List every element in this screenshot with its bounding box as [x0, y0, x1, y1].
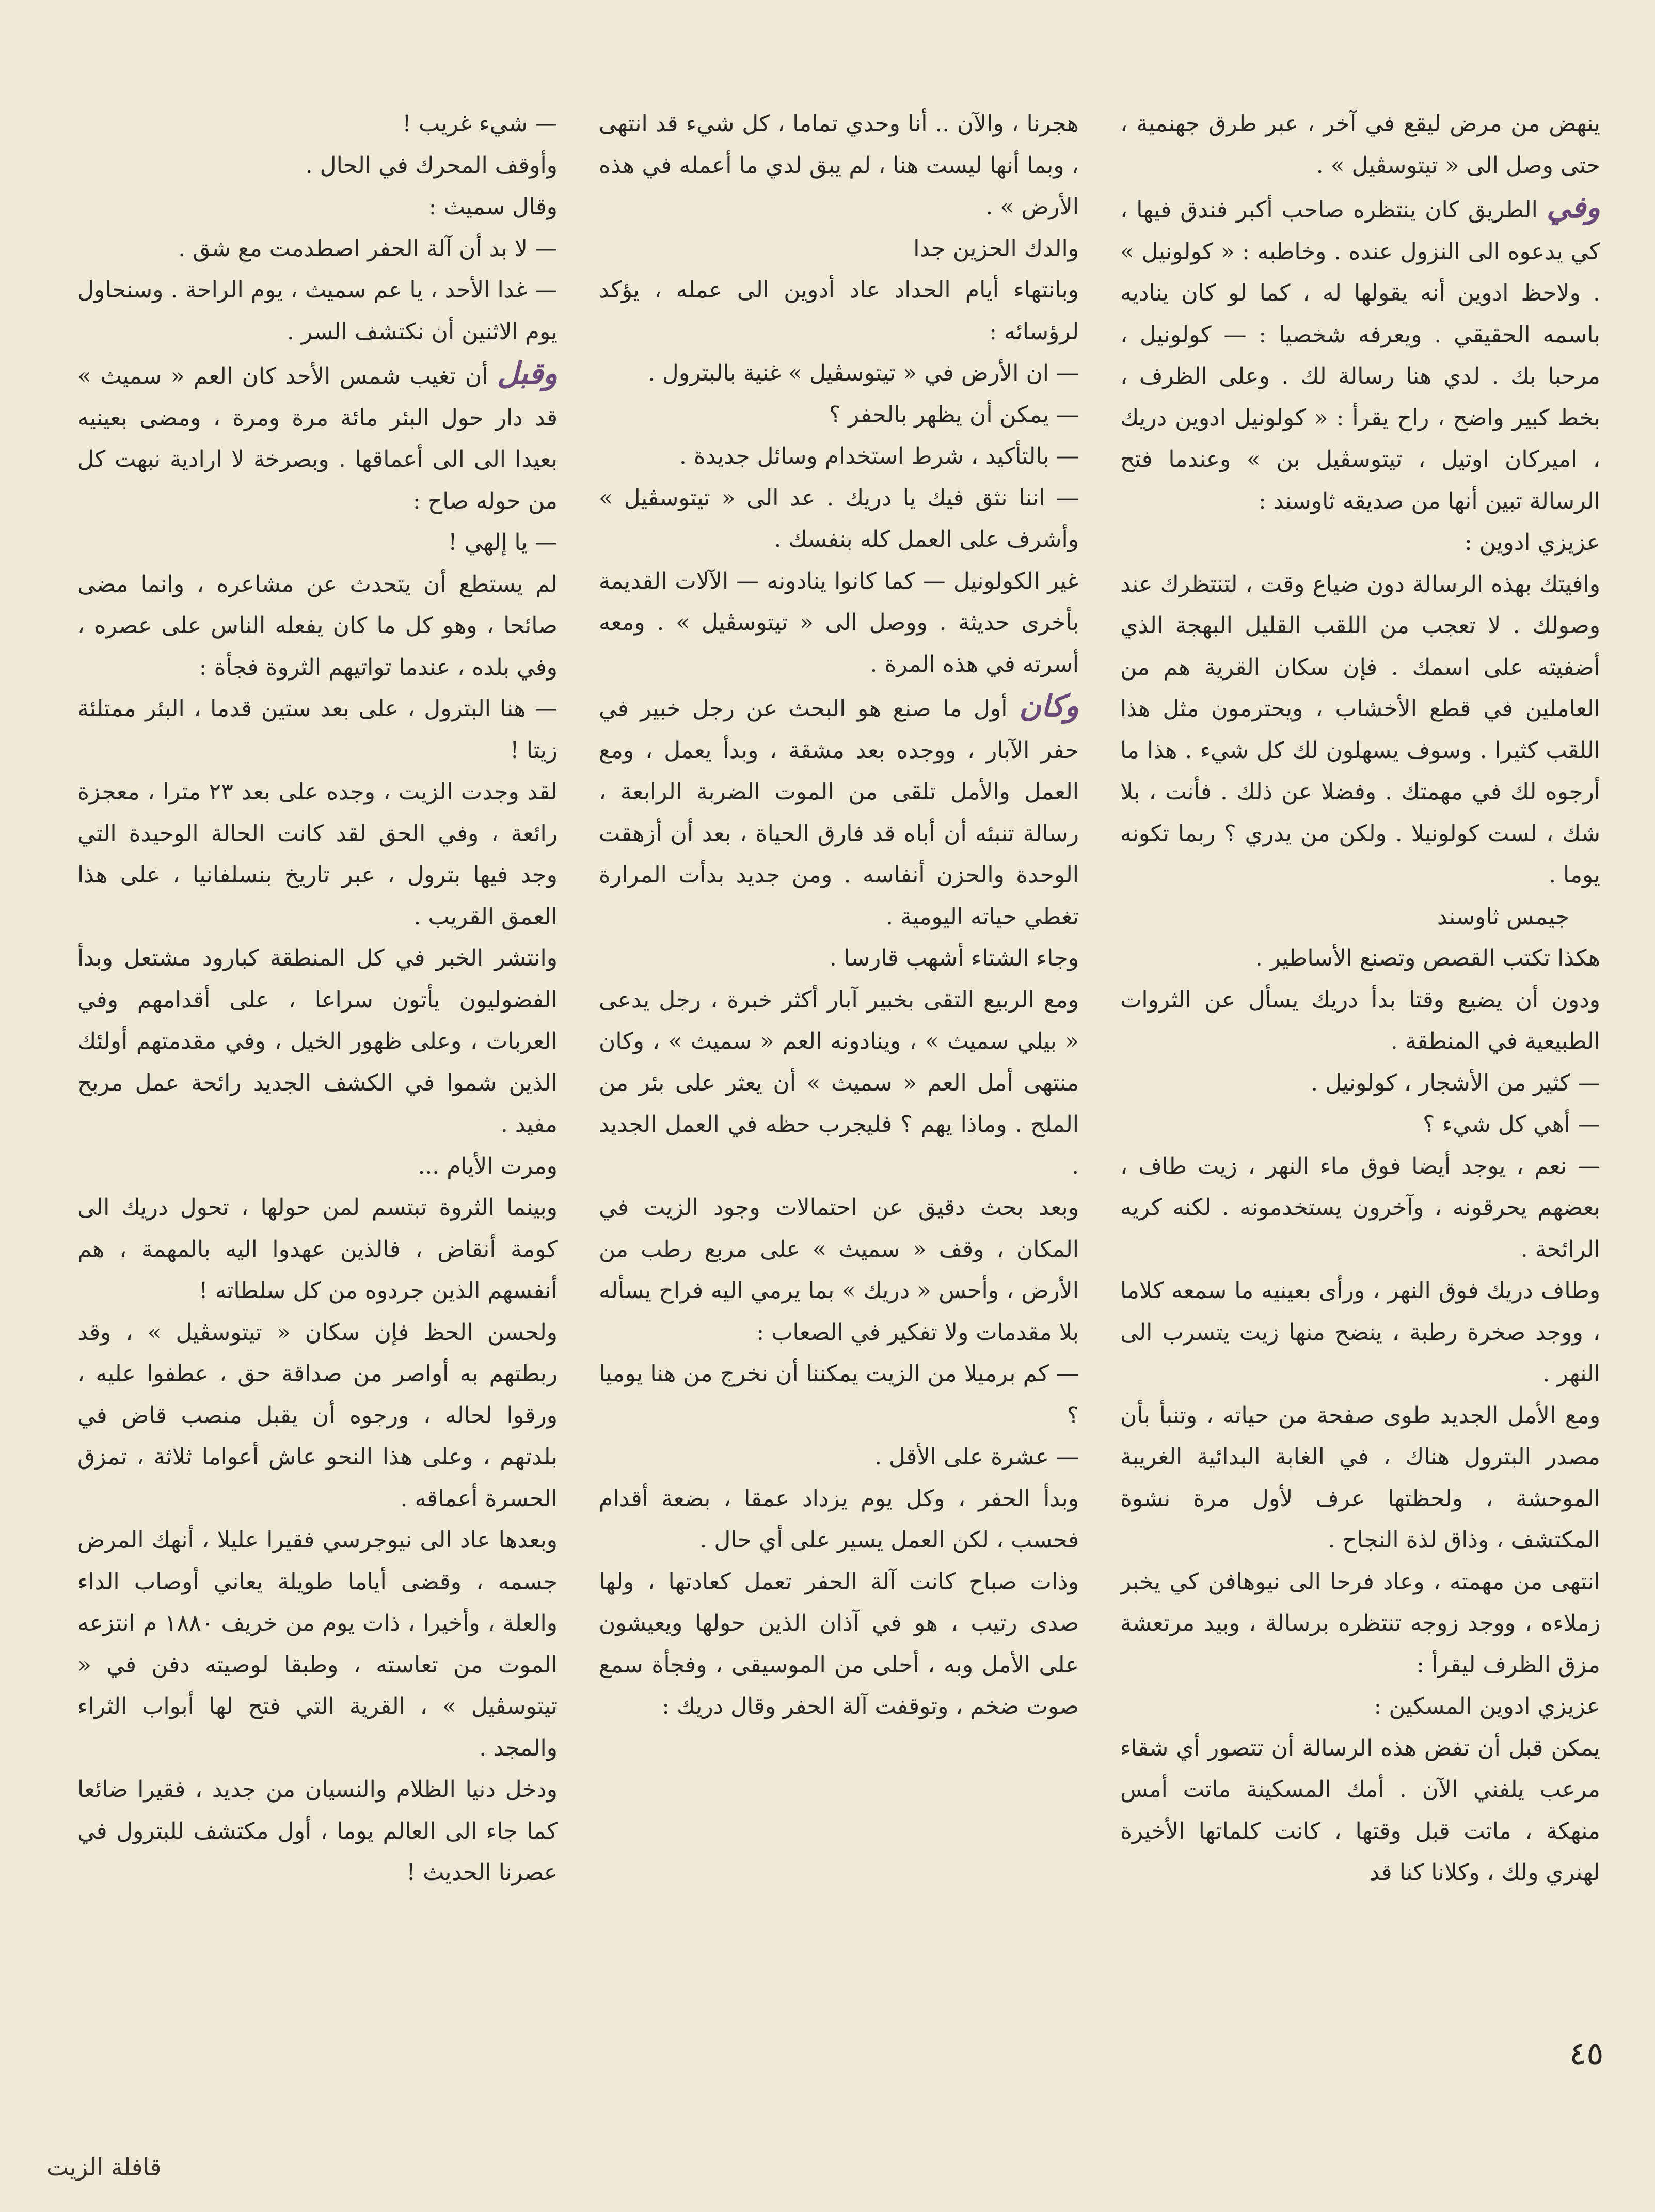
paragraph-text: غير الكولونيل — كما كانوا ينادونه — الآلات القديمة بأخرى حديثة . ووصل الى « تيتوسڤيل » . ومعه أسرته في هذه المرة . [599, 567, 1079, 677]
paragraph-text: وانتشر الخبر في كل المنطقة كبارود مشتعل وبدأ الفضوليون يأتون سراعا ، على أقدامهم وفي العربات ، وعلى ظهور الخيل ، وفي مقدمتهم أولئك الذين شموا في الكشف الجديد رائحة عمل مربح مفيد . [77, 945, 558, 1137]
magazine-title-footer: قافلة الزيت [46, 2153, 162, 2181]
article-paragraph [1120, 938, 1600, 979]
article-paragraph [1120, 1104, 1600, 1146]
paragraph-text: — بالتأكيد ، شرط استخدام وسائل جديدة . [679, 443, 1079, 469]
paragraph-text: والدك الحزين جدا [913, 235, 1079, 262]
paragraph-lead-word: وكان [1019, 688, 1079, 723]
article-paragraph [599, 979, 1079, 1188]
paragraph-text: عزيزي ادوين المسكين : [1374, 1693, 1600, 1719]
paragraph-text: ومع الأمل الجديد طوى صفحة من حياته ، وتنبأ بأن مصدر البترول هناك ، في الغابة البدائية الغريبة الموحشة ، ولحظتها عرف لأول مرة نشوة المكتشف ، وذاق لذة النجاح . [1120, 1402, 1600, 1553]
paragraph-text: — شيء غريب ! [402, 110, 558, 137]
paragraph-lead-word: وفي [1546, 189, 1600, 225]
paragraph-text: وجاء الشتاء أشهب قارسا . [829, 945, 1079, 971]
paragraph-text: وبدأ الحفر ، وكل يوم يزداد عمقا ، بضعة أقدام فحسب ، لكن العمل يسير على أي حال . [599, 1485, 1079, 1553]
article-paragraph [77, 1146, 558, 1188]
paragraph-text: — عشرة على الأقل . [874, 1444, 1079, 1470]
paragraph-text: — نعم ، يوجد أيضا فوق ماء النهر ، زيت طاف ، بعضهم يحرقونه ، وآخرون يستخدمونه . لكنه كريه الرائحة . [1120, 1152, 1600, 1262]
article-paragraph [599, 1436, 1079, 1478]
paragraph-text: — يمكن أن يظهر بالحفر ؟ [829, 401, 1079, 428]
paragraph-text: ومرت الأيام ... [418, 1152, 558, 1179]
paragraph-text: وبعدها عاد الى نيوجرسي فقيرا عليلا ، أنهك المرض جسمه ، وقضى أياما طويلة يعاني أوصاب الداء والعلة ، وأخيرا ، ذات يوم من خريف ١٨٨٠ م انتزعه الموت من تعاسته ، وطبقا لوصيته دفن في « تيتوسڤيل » ، القرية التي فتح لها أبواب الثراء والمجد . [77, 1527, 558, 1761]
article-paragraph [77, 522, 558, 564]
paragraph-text: وبينما الثروة تبتسم لمن حولها ، تحول دريك الى كومة أنقاض ، فالذين عهدوا اليه بالمهمة ، هم أنفسهم الذين جردوه من كل سلطاته ! [77, 1194, 558, 1304]
paragraph-text: انتهى من مهمته ، وعاد فرحا الى نيوهافن كي يخبر زملاءه ، ووجد زوجه تنتظره برسالة ، وبيد مرتعشة مزق الظرف ليقرأ : [1120, 1568, 1600, 1678]
paragraph-text: — كم برميلا من الزيت يمكننا أن نخرج من هنا يوميا ؟ [599, 1361, 1079, 1429]
paragraph-text: ودخل دنيا الظلام والنسيان من جديد ، فقيرا ضائعا كما جاء الى العالم يوما ، أول مكتشف للبترول في عصرنا الحديث ! [77, 1776, 558, 1886]
article-paragraph [77, 270, 558, 353]
article-paragraph [77, 938, 558, 1146]
article-paragraph [599, 228, 1079, 270]
article-paragraph [599, 478, 1079, 561]
paragraph-text: وطاف دريك فوق النهر ، ورأى بعينيه ما سمعه كلاما ، ووجد صخرة رطبة ، ينضح منها زيت يتسرب الى النهر . [1120, 1277, 1600, 1387]
article-paragraph [1120, 896, 1600, 938]
paragraph-text: ينهض من مرض ليقع في آخر ، عبر طرق جهنمية ، حتى وصل الى « تيتوسڤيل » . [1120, 110, 1600, 179]
paragraph-text: أن تغيب شمس الأحد كان العم « سميث » قد دار حول البئر مائة مرة ومرة ، ومضى بعينيه بعيدا الى الى أعماقها . وبصرخة لا ارادية نبهت كل من حوله صاح : [77, 363, 558, 514]
article-paragraph [77, 145, 558, 187]
article-paragraph [599, 1561, 1079, 1728]
paragraph-text: — يا إلهي ! [448, 529, 558, 556]
article-paragraph [77, 103, 558, 145]
article-paragraph [1120, 1686, 1600, 1728]
paragraph-text: ولحسن الحظ فإن سكان « تيتوسڤيل » ، وقد ربطتهم به أواصر من صداقة حق ، عطفوا عليه ، ورقوا لحاله ، ورجوه أن يقبل منصب قاض في بلدتهم ، وعلى هذا النحو عاش أعواما ثلاثة ، تمزق الحسرة أعماقه . [77, 1319, 558, 1512]
paragraph-text: وافيتك بهذه الرسالة دون ضياع وقت ، لتنتظرك عند وصولك . لا تعجب من اللقب القليل البهجة الذي أضفيته على اسمك . فإن سكان القرية هم من العاملين في قطع الأخشاب ، ويحترمون مثل هذا اللقب كثيرا . وسوف يسهلون لك كل شيء . هذا ما أرجوه لك في مهمتك . وفضلا عن ذلك . فأنت ، بلا شك ، لست كولونيلا . ولكن من يدري ؟ ربما تكونه يوما . [1120, 571, 1600, 888]
paragraph-text: لقد وجدت الزيت ، وجده على بعد ٢٣ مترا ، معجزة رائعة ، وفي الحق لقد كانت الحالة الوحيدة التي وجد فيها بترول ، عبر تاريخ بنسلفانيا ، على هذا العمق القريب . [77, 779, 558, 930]
article-paragraph [1120, 103, 1600, 186]
article-paragraph [599, 394, 1079, 436]
article-paragraph [599, 1187, 1079, 1353]
paragraph-text: وذات صباح كانت آلة الحفر تعمل كعادتها ، ولها صدى رتيب ، هو في آذان الذين حولها ويعيشون على الأمل وبه ، أحلى من الموسيقى ، وفجأة سمع صوت ضخم ، وتوقفت آلة الحفر وقال دريك : [599, 1568, 1079, 1719]
paragraph-text: — أهي كل شيء ؟ [1423, 1111, 1600, 1137]
paragraph-text: وأوقف المحرك في الحال . [305, 152, 558, 179]
article-paragraph [1120, 1063, 1600, 1104]
article-paragraph [77, 228, 558, 270]
article-column-left [77, 103, 558, 2065]
article-paragraph [1120, 1146, 1600, 1271]
article-paragraph [77, 688, 558, 771]
page-number: ٤٥ [1569, 2034, 1604, 2072]
paragraph-text: ومع الربيع التقى بخبير آبار أكثر خبرة ، رجل يدعى « بيلي سميث » ، وينادونه العم « سميث » ، وكان منتهى أمل العم « سميث » أن يعثر على بئر من الملح . وماذا يهم ؟ فليجرب حظه في العمل الجديد . [599, 986, 1079, 1179]
article-paragraph [77, 771, 558, 938]
paragraph-text: ودون أن يضيع وقتا بدأ دريك يسأل عن الثروات الطبيعية في المنطقة . [1120, 986, 1600, 1054]
article-paragraph [599, 436, 1079, 478]
paragraph-lead-word: وقبل [497, 356, 558, 391]
paragraph-text: — اننا نثق فيك يا دريك . عد الى « تيتوسڤيل » وأشرف على العمل كله بنفسك . [599, 484, 1079, 552]
paragraph-text: وبانتهاء أيام الحداد عاد أدوين الى عمله ، يؤكد لرؤسائه : [599, 277, 1079, 345]
article-paragraph [599, 938, 1079, 979]
article-paragraph [77, 1769, 558, 1894]
article-paragraph [1120, 564, 1600, 896]
paragraph-text: — لا بد أن آلة الحفر اصطدمت مع شق . [178, 235, 558, 262]
article-paragraph [599, 1353, 1079, 1436]
article-paragraph [77, 1187, 558, 1312]
paragraph-text: — ان الأرض في « تيتوسڤيل » غنية بالبترول . [647, 360, 1079, 386]
paragraph-text: — هنا البترول ، على بعد ستين قدما ، البئر ممتلئة زيتا ! [77, 696, 558, 764]
article-column-right [1120, 103, 1600, 2065]
paragraph-text: هكذا تكتب القصص وتصنع الأساطير . [1255, 945, 1600, 971]
paragraph-text: — غدا الأحد ، يا عم سميث ، يوم الراحة . وسنحاول يوم الاثنين أن نكتشف السر . [77, 277, 558, 345]
article-paragraph [77, 353, 558, 522]
paragraph-text: أول ما صنع هو البحث عن رجل خبير في حفر الآبار ، ووجده بعد مشقة ، وبدأ يعمل ، ومع العمل والأمل تلقى من الموت الضربة الرابعة ، رسالة تنبئه أن أباه قد فارق الحياة ، بعد أن أزهقت الوحدة والحزن أنفاسه . ومن جديد بدأت المرارة تغطي حياته اليومية . [599, 696, 1079, 930]
article-paragraph [599, 1478, 1079, 1561]
article-paragraph [1120, 186, 1600, 522]
article-paragraph [77, 186, 558, 228]
paragraph-text: عزيزي ادوين : [1464, 529, 1600, 556]
article-paragraph [77, 1312, 558, 1520]
paragraph-text: — كثير من الأشجار ، كولونيل . [1311, 1069, 1600, 1096]
article-paragraph [599, 561, 1079, 686]
article-paragraph [599, 353, 1079, 394]
article-paragraph [1120, 522, 1600, 564]
paragraph-text: الطريق كان ينتظره صاحب أكبر فندق فيها ، كي يدعوه الى النزول عنده . وخاطبه : « كولونيل » . ولاحظ ادوين أنه يقولها له ، كما لو كان يناديه باسمه الحقيقي . ويعرفه شخصيا : — كولونيل ، مرحبا بك . لدي هنا رسالة لك . وعلى الظرف ، بخط كبير واضح ، راح يقرأ : « كولونيل ادوين دريك ، اميركان اوتيل ، تيتوسڤيل بن » وعندما فتح الرسالة تبين أنها من صديقه ثاوسند : [1120, 197, 1600, 514]
article-paragraph [1120, 1561, 1600, 1686]
article-paragraph [77, 1520, 558, 1769]
article-paragraph [1120, 979, 1600, 1063]
paragraph-text: يمكن قبل أن تفض هذه الرسالة أن تتصور أي شقاء مرعب يلفني الآن . أمك المسكينة ماتت أمس منهكة ، ماتت قبل وقتها ، كانت كلماتها الأخيرة لهنري ولك ، وكلانا كنا قد [1120, 1734, 1600, 1886]
paragraph-text: جيمس ثاوسند [1437, 903, 1569, 930]
paragraph-text: هجرنا ، والآن .. أنا وحدي تماما ، كل شيء قد انتهى ، وبما أنها ليست هنا ، لم يبق لدي ما أعمله في هذه الأرض » . [599, 110, 1079, 220]
paragraph-text: وقال سميث : [428, 194, 558, 220]
article-paragraph [599, 270, 1079, 353]
article-paragraph [1120, 1395, 1600, 1561]
article-paragraph [1120, 1728, 1600, 1894]
paragraph-text: وبعد بحث دقيق عن احتمالات وجود الزيت في المكان ، وقف « سميث » على مربع رطب من الأرض ، وأحس « دريك » بما يرمي اليه فراح يسأله بلا مقدمات ولا تفكير في الصعاب : [599, 1194, 1079, 1346]
article-paragraph [599, 685, 1079, 938]
article-paragraph [1120, 1270, 1600, 1395]
article-column-middle [599, 103, 1079, 2065]
paragraph-text: لم يستطع أن يتحدث عن مشاعره ، وانما مضى صائحا ، وهو كل ما كان يفعله الناس على عصره ، وفي بلده ، عندما تواتيهم الثروة فجأة : [77, 571, 558, 681]
article-paragraph [77, 564, 558, 689]
article-paragraph [599, 103, 1079, 228]
